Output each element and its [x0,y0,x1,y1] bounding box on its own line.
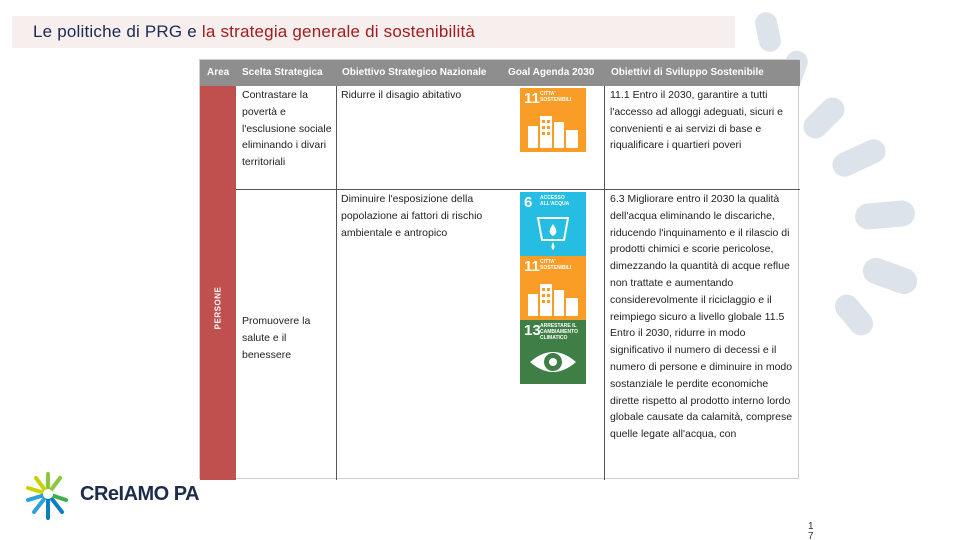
column-divider [604,86,605,480]
sdg-strategy-table [199,59,799,479]
sdg-11-tile [520,88,586,152]
logo-text: CReIAMO PA [80,483,200,505]
row-divider [236,189,800,190]
page-number: 1 7 [808,521,814,540]
row1-scelta: Contrastare la povertà e l'esclusione sociale eliminando i divari territoriali [242,89,332,169]
area-label: PERSONE [213,286,223,330]
header-obiettivi-sviluppo: Obiettivi di Sviluppo Sostenibile [611,67,764,78]
header-scelta: Scelta Strategica [242,67,323,78]
title-part2: la strategia generale di sostenibilità [201,22,476,41]
sdg-title: CITTA' SOSTENIBILI [540,91,572,103]
sdg-number: 6 [524,194,533,211]
creiamo-pa-logo [22,466,200,522]
row2-obiettivo-nazionale: Diminuire l'esposizione della popolazione ai fattori di rischio ambientale e antropico [341,193,483,239]
sdg-title: ARRESTARE IL CAMBIAMENTO CLIMATICO [540,323,578,341]
row2-scelta: Promuovere la salute e il benessere [242,315,311,361]
table-header [200,60,800,86]
column-divider [336,86,337,480]
sdg-number: 11 [524,258,540,275]
title-part1: Le politiche di PRG e [33,22,197,41]
sdg-number: 13 [524,322,541,339]
sdg-number: 11 [524,90,540,107]
sdg-title: CITTA' SOSTENIBILI [540,259,572,271]
area-cell [200,86,236,480]
header-area: Area [207,67,230,78]
header-obiettivo-nazionale: Obiettivo Strategico Nazionale [342,67,487,78]
row1-obiettivo-nazionale: Ridurre il disagio abitativo [341,89,462,101]
row1-obiettivi-sviluppo: 11.1 Entro il 2030, garantire a tutti l'accesso ad alloggi adeguati, sicuri e convenienti e ai servizi di base e riqualificare i quartieri poveri [610,89,784,152]
sdg-13-tile [520,320,586,384]
logo-burst-icon [22,466,78,522]
header-goal-agenda: Goal Agenda 2030 [508,67,595,78]
slide-title [12,16,735,48]
sdg-title: ACCESSO ALL'ACQUA [540,195,570,207]
sdg-6-tile [520,192,586,256]
row2-obiettivi-sviluppo: 6.3 Migliorare entro il 2030 la qualità dell'acqua eliminando le discariche, riducendo l'inquinamento e il rilascio di prodotti chimici e scorie pericolose, dimezzando la quantità di acque reflue non trattate e aumentando considerevolmente il riciclaggio e il reimpiego sicuro a livello globale 11.5 Entro il 2030, ridurre in modo significativo il numero di decessi e il numero di persone e diminuire in modo sostanziale le perdite economiche dirette rispetto al prodotto interno lordo globale causate da calamità, comprese quelle legate all'acqua, con [610,193,793,441]
sdg-11-tile [520,256,586,320]
